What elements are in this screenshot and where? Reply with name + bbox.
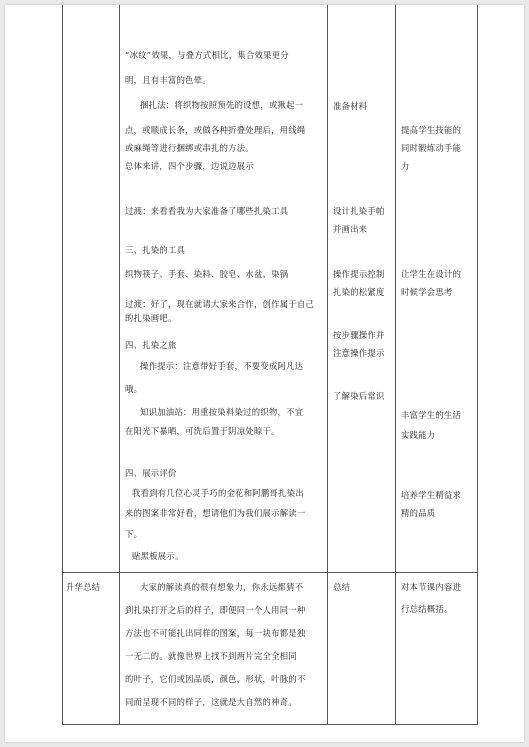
- design-intent: 提高学生技能的: [401, 125, 462, 135]
- lesson-line: 哦。: [125, 384, 143, 394]
- lesson-line: 过渡：好了，现在就请大家来合作，创作属于自己: [125, 299, 315, 309]
- lesson-line: 总体来讲，四个步骤，边说边展示: [125, 161, 254, 171]
- summary-line: 大家的解读真的很有想象力，你永远都猜不: [140, 582, 304, 592]
- lesson-line: 来的图案非常好看，想请他们为我们展示解读一: [125, 508, 306, 518]
- student-activity: 注意操作提示: [333, 348, 385, 358]
- summary-line: 的叶子，它们或因品质，颜色，形状，叶脉的不: [125, 674, 306, 684]
- design-intent: 行总结概括。: [401, 604, 453, 614]
- column-divider-1: [119, 5, 120, 725]
- table-bottom-border: [62, 724, 478, 725]
- lesson-line: 下。: [125, 529, 143, 539]
- lesson-line: “冰纹”效果，与叠方式相比，集合效果更分: [125, 50, 289, 60]
- lesson-line: 贴黑板展示。: [132, 551, 184, 561]
- lesson-plan-table: [62, 5, 478, 725]
- lesson-line: 知识加油站：用重按染料染过的织物，不宜: [140, 407, 304, 417]
- design-intent: 对本节课内容进: [401, 582, 462, 592]
- student-activity: 准备材料: [333, 101, 368, 111]
- lesson-line: 我看到有几位心灵手巧的金花和阿鹏哥扎染出: [132, 488, 304, 498]
- section-heading: 四、展示评价: [125, 468, 177, 478]
- section-heading: 四、扎染之旅: [125, 340, 177, 350]
- lesson-line: 的扎染画吧。: [125, 313, 177, 323]
- summary-line: 一无二的。就像世界上找不到两片完全全相同: [125, 651, 297, 661]
- design-intent: 时候学会思考: [401, 287, 453, 297]
- section-heading: 三、扎染的工具: [125, 245, 186, 255]
- column-divider-3: [395, 5, 396, 725]
- student-activity: 设计扎染手帕: [333, 206, 385, 216]
- summary-line: 方法也不可能扎出同样的图案，每一块布都是独: [125, 628, 306, 638]
- design-intent: 同时锻炼动手能: [401, 143, 462, 153]
- summary-line: 同而呈现不同的样子，这就是大自然的神奇。: [125, 697, 297, 707]
- student-activity: 扎染的松紧度: [333, 287, 385, 297]
- design-intent: 实践能力: [401, 430, 436, 440]
- design-intent: 让学生在设计的: [401, 269, 462, 279]
- lesson-line: 或麻绳等进行捆绑或串扎的方法。: [125, 143, 254, 153]
- student-activity: 并画出来: [333, 224, 368, 234]
- summary-line: 到扎染打开之后的样子，即便同一个人用同一种: [125, 605, 306, 615]
- lesson-line: 操作提示：注意带好手套，不要变成阿凡达: [140, 361, 304, 371]
- lesson-line: 点，或顺成长条，或做各种折叠处理后，用线绳: [125, 125, 306, 135]
- row-divider: [62, 572, 478, 573]
- student-activity: 操作提示控制: [333, 269, 385, 279]
- lesson-line: 捆扎法：将织物按照预先的设想，或揪起一: [140, 100, 304, 110]
- student-activity: 了解染后常识: [333, 391, 385, 401]
- table-right-border: [477, 5, 478, 725]
- lesson-line: 织物筷子、手套、染料、胶皂、水盆、染锅: [125, 269, 289, 279]
- lesson-line: 明，且有丰富的色晕。: [125, 75, 211, 85]
- lesson-line: 在阳光下暴晒，可洗后置于阴凉处晾干。: [125, 426, 280, 436]
- document-page: [5, 5, 524, 742]
- design-intent: 培养学生精益求: [401, 490, 462, 500]
- student-activity: 按步骤操作并: [333, 330, 385, 340]
- design-intent: 力: [401, 161, 410, 171]
- stage-label: 升华总结: [66, 582, 101, 592]
- table-left-border: [62, 5, 63, 725]
- design-intent: 精的品质: [401, 508, 436, 518]
- student-activity: 总结: [333, 582, 351, 592]
- column-divider-2: [327, 5, 328, 725]
- design-intent: 丰富学生的生活: [401, 410, 462, 420]
- lesson-line: 过渡：来看看我为大家准备了哪些扎染工具: [125, 206, 289, 216]
